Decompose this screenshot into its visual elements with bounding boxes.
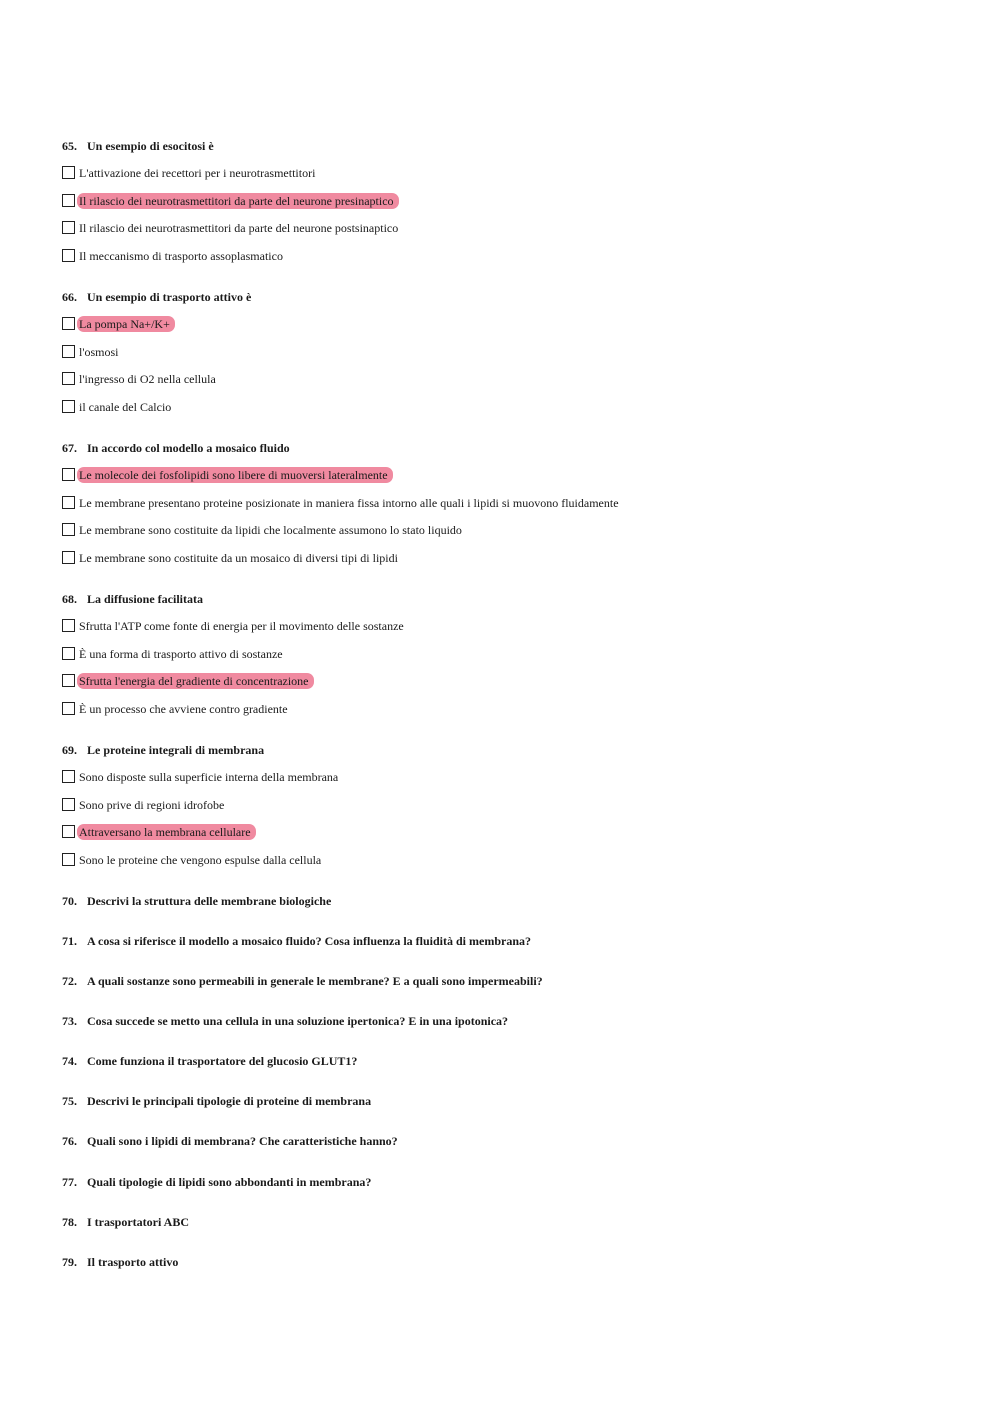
option-row[interactable] <box>62 618 962 646</box>
option-text-highlighted: Sfrutta l'energia del gradiente di concentrazione <box>77 673 314 689</box>
option-text: Il meccanismo di trasporto assoplasmatico <box>79 248 283 263</box>
option-text-highlighted: Attraversano la membrana cellulare <box>77 824 256 840</box>
checkbox[interactable] <box>62 798 75 811</box>
question-text: In accordo col modello a mosaico fluido <box>87 441 290 455</box>
option-text-highlighted: Le molecole dei fosfolipidi sono libere di muoversi lateralmente <box>77 467 393 483</box>
option-row[interactable] <box>62 495 962 523</box>
question-text: Quali sono i lipidi di membrana? Che caratteristiche hanno? <box>87 1134 398 1148</box>
question-title <box>62 1174 962 1190</box>
option-text: Sono le proteine che vengono espulse dalla cellula <box>79 852 322 867</box>
question-number: 73. <box>62 1014 77 1028</box>
option-row[interactable] <box>62 344 962 372</box>
checkbox[interactable] <box>62 249 75 262</box>
option-text: Le membrane sono costituite da un mosaico di diversi tipi di lipidi <box>79 550 398 565</box>
option-text: l'ingresso di O2 nella cellula <box>79 372 216 387</box>
question-number: 68. <box>62 592 77 606</box>
option-text: È un processo che avviene contro gradiente <box>79 701 288 716</box>
option-text: Il rilascio dei neurotrasmettitori da parte del neurone postsinaptico <box>79 221 399 236</box>
checkbox[interactable] <box>62 770 75 783</box>
question-title <box>62 1093 962 1109</box>
question-number: 66. <box>62 290 77 304</box>
option-text: il canale del Calcio <box>79 399 172 414</box>
question-69 <box>62 742 962 879</box>
question-title <box>62 973 962 989</box>
option-text: Sono prive di regioni idrofobe <box>79 797 225 812</box>
checkbox[interactable] <box>62 400 75 413</box>
option-row[interactable] <box>62 550 962 578</box>
question-number: 77. <box>62 1175 77 1189</box>
checkbox[interactable] <box>62 496 75 509</box>
question-title <box>62 1254 962 1270</box>
option-row[interactable] <box>62 701 962 729</box>
option-row[interactable] <box>62 220 962 248</box>
option-text: l'osmosi <box>79 344 119 359</box>
checkbox[interactable] <box>62 166 75 179</box>
question-number: 67. <box>62 441 77 455</box>
question-66 <box>62 289 962 426</box>
question-title <box>62 742 962 758</box>
checkbox[interactable] <box>62 647 75 660</box>
options-list <box>62 316 962 426</box>
question-71 <box>62 933 962 949</box>
question-text: A cosa si riferisce il modello a mosaico fluido? Cosa influenza la fluidità di membrana? <box>87 934 531 948</box>
question-74 <box>62 1053 962 1069</box>
option-row[interactable] <box>62 399 962 427</box>
option-text: L'attivazione dei recettori per i neurotrasmettitori <box>79 166 316 180</box>
question-title <box>62 440 962 456</box>
question-number: 75. <box>62 1094 77 1108</box>
question-title <box>62 591 962 607</box>
question-65 <box>62 138 962 275</box>
question-72 <box>62 973 962 989</box>
question-title <box>62 893 962 909</box>
option-row[interactable] <box>62 769 962 797</box>
options-list <box>62 769 962 879</box>
option-row[interactable] <box>62 193 962 221</box>
question-number: 71. <box>62 934 77 948</box>
question-number: 76. <box>62 1134 77 1148</box>
checkbox[interactable] <box>62 853 75 866</box>
question-70 <box>62 893 962 909</box>
option-text-highlighted: Il rilascio dei neurotrasmettitori da parte del neurone presinaptico <box>77 193 399 209</box>
question-text: A quali sostanze sono permeabili in generale le membrane? E a quali sono impermeabili? <box>87 974 543 988</box>
option-text: Le membrane presentano proteine posizionate in maniera fissa intorno alle quali i lipidi si muovono fluidamente <box>79 495 619 510</box>
question-number: 74. <box>62 1054 77 1068</box>
option-row[interactable] <box>62 824 962 852</box>
checkbox[interactable] <box>62 221 75 234</box>
question-67 <box>62 440 962 577</box>
checkbox[interactable] <box>62 702 75 715</box>
question-title <box>62 138 962 154</box>
question-number: 69. <box>62 743 77 757</box>
question-text: Un esempio di trasporto attivo è <box>87 290 252 304</box>
option-row[interactable] <box>62 371 962 399</box>
checkbox[interactable] <box>62 674 75 687</box>
option-text: Sfrutta l'ATP come fonte di energia per il movimento delle sostanze <box>79 619 404 633</box>
question-text: Cosa succede se metto una cellula in una soluzione ipertonica? E in una ipotonica? <box>87 1014 509 1028</box>
options-list <box>62 165 962 275</box>
question-number: 78. <box>62 1215 77 1229</box>
checkbox[interactable] <box>62 194 75 207</box>
question-68 <box>62 591 962 728</box>
checkbox[interactable] <box>62 372 75 385</box>
question-text: Descrivi la struttura delle membrane biologiche <box>87 894 332 908</box>
option-row[interactable] <box>62 646 962 674</box>
options-list <box>62 467 962 577</box>
question-text: Come funziona il trasportatore del glucosio GLUT1? <box>87 1054 358 1068</box>
question-number: 70. <box>62 894 77 908</box>
option-row[interactable] <box>62 165 962 193</box>
question-78 <box>62 1214 962 1230</box>
question-73 <box>62 1013 962 1029</box>
question-title <box>62 1214 962 1230</box>
question-title <box>62 1133 962 1149</box>
question-text: Il trasporto attivo <box>87 1255 179 1269</box>
question-79 <box>62 1254 962 1270</box>
question-text: La diffusione facilitata <box>87 592 203 606</box>
option-text-highlighted: La pompa Na+/K+ <box>77 316 175 332</box>
question-number: 72. <box>62 974 77 988</box>
option-row[interactable] <box>62 248 962 276</box>
question-number: 79. <box>62 1255 77 1269</box>
question-title <box>62 289 962 305</box>
option-row[interactable] <box>62 316 962 344</box>
question-75 <box>62 1093 962 1109</box>
option-row[interactable] <box>62 522 962 550</box>
option-text: Le membrane sono costituite da lipidi che localmente assumono lo stato liquido <box>79 523 462 538</box>
option-row[interactable] <box>62 673 962 701</box>
checkbox[interactable] <box>62 523 75 536</box>
question-title <box>62 1053 962 1069</box>
question-text: Un esempio di esocitosi è <box>87 139 214 153</box>
question-title <box>62 933 962 949</box>
checkbox[interactable] <box>62 619 75 632</box>
option-text: Sono disposte sulla superficie interna della membrana <box>79 770 339 784</box>
question-text: Descrivi le principali tipologie di proteine di membrana <box>87 1094 372 1108</box>
question-title <box>62 1013 962 1029</box>
checkbox[interactable] <box>62 551 75 564</box>
question-76 <box>62 1133 962 1149</box>
option-text: È una forma di trasporto attivo di sostanze <box>79 646 283 661</box>
option-row[interactable] <box>62 797 962 825</box>
checkbox[interactable] <box>62 468 75 481</box>
question-77 <box>62 1174 962 1190</box>
options-list <box>62 618 962 728</box>
question-text: Le proteine integrali di membrana <box>87 743 265 757</box>
question-text: I trasportatori ABC <box>87 1215 189 1229</box>
question-text: Quali tipologie di lipidi sono abbondanti in membrana? <box>87 1175 372 1189</box>
option-row[interactable] <box>62 852 962 880</box>
checkbox[interactable] <box>62 345 75 358</box>
question-number: 65. <box>62 139 77 153</box>
checkbox[interactable] <box>62 825 75 838</box>
checkbox[interactable] <box>62 317 75 330</box>
option-row[interactable] <box>62 467 962 495</box>
